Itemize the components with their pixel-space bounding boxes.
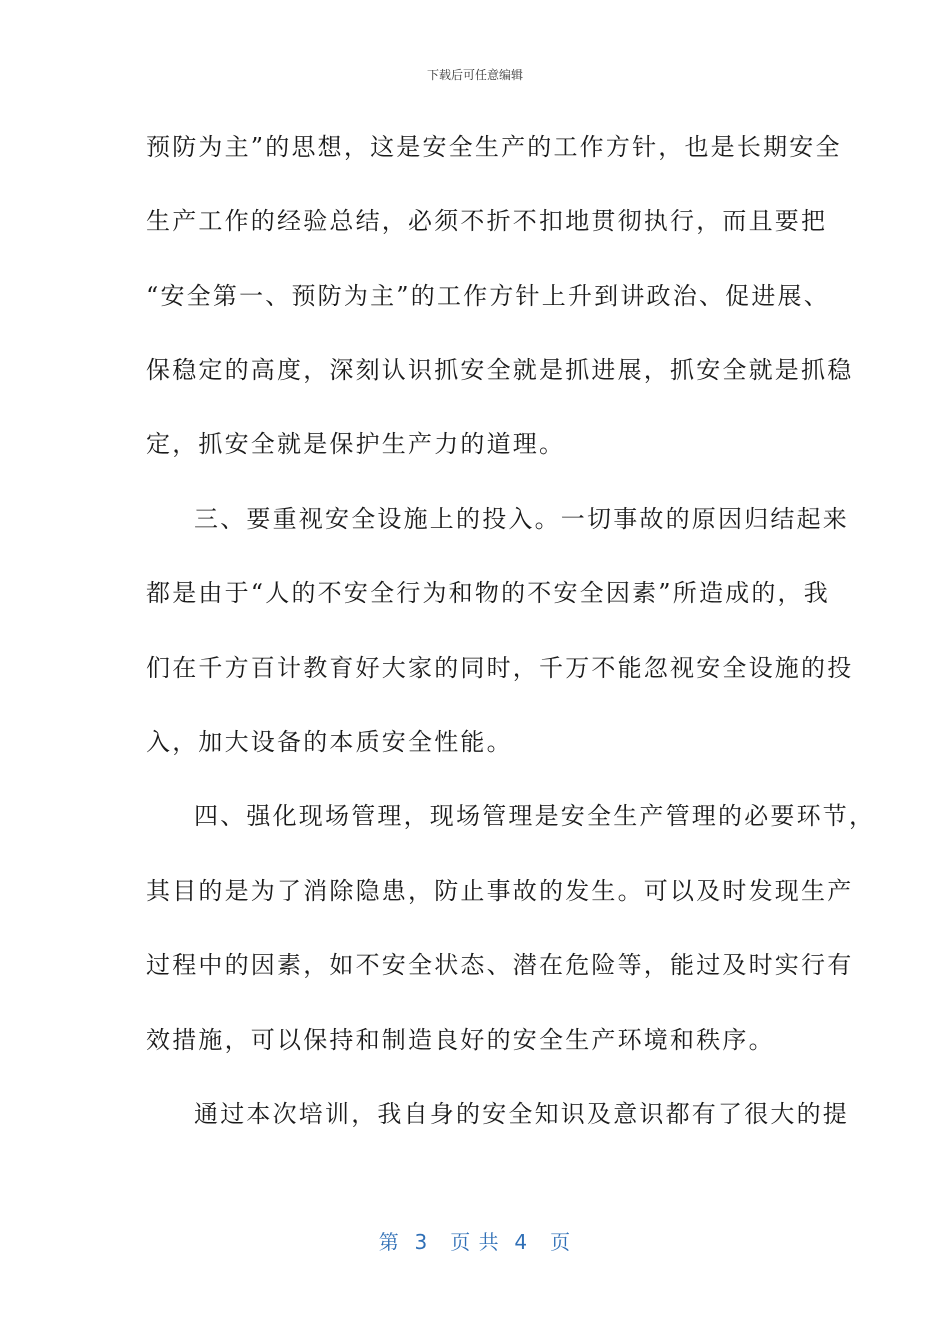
text-line: 过程中的因素，如不安全状态、潜在危险等，能过及时实行有 — [146, 951, 854, 979]
text-line: 入，加大设备的本质安全性能。 — [146, 728, 513, 756]
text-line: “安全第一、预防为主”的工作方针上升到讲政治、促进展、 — [146, 282, 830, 310]
page-number-label: 第 3 页 共 4 页 — [378, 1230, 572, 1254]
text-line: 定，抓安全就是保护生产力的道理。 — [146, 430, 566, 458]
text-line: 都是由于“人的不安全行为和物的不安全因素”所造成的，我 — [146, 579, 830, 607]
page-number-footer — [0, 1226, 950, 1255]
text-line: 效措施，可以保持和制造良好的安全生产环境和秩序。 — [146, 1026, 775, 1054]
text-line: 们在千方百计教育好大家的同时，千万不能忽视安全设施的投 — [146, 654, 854, 682]
text-line: 生产工作的经验总结，必须不折不扣地贯彻执行，而且要把 — [146, 207, 828, 235]
paragraph-start-line: 三、要重视安全设施上的投入。一切事故的原因归结起来 — [194, 505, 849, 533]
paragraph-start-line: 四、强化现场管理，现场管理是安全生产管理的必要环节， — [194, 802, 876, 830]
text-line: 预防为主”的思想，这是安全生产的工作方针，也是长期安全 — [146, 133, 842, 161]
header-note: 下载后可任意编辑 — [426, 68, 523, 82]
text-line: 其目的是为了消除隐患，防止事故的发生。可以及时发现生产 — [146, 877, 854, 905]
paragraph-start-line: 通过本次培训，我自身的安全知识及意识都有了很大的提 — [194, 1100, 849, 1128]
text-line: 保稳定的高度，深刻认识抓安全就是抓进展，抓安全就是抓稳 — [146, 356, 854, 384]
